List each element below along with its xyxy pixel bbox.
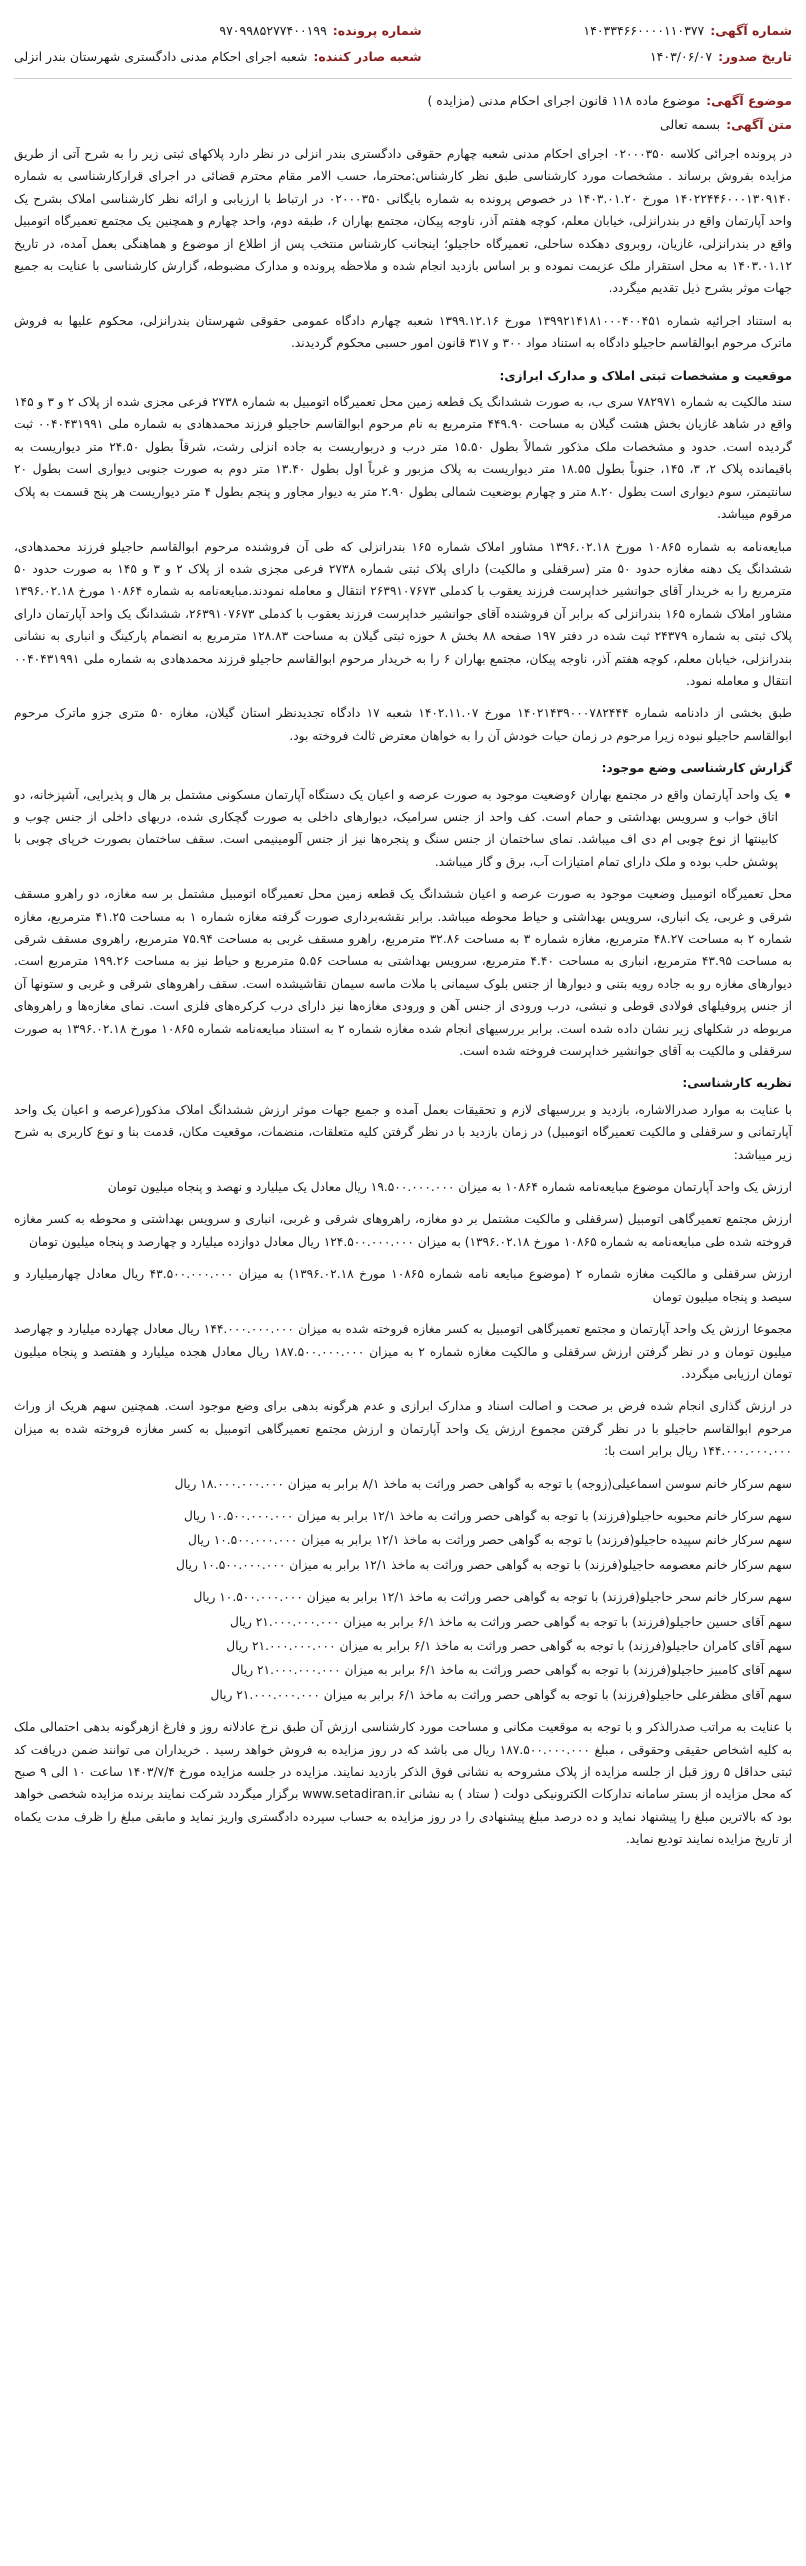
notice-paragraph: ارزش سرقفلی و مالکیت مغازه شماره ۲ (موضوع مبایعه نامه شماره ۱۰۸۶۵ مورخ ۱۳۹۶.۰۲.۱۸) به میزان ۴۳.۵۰۰.۰۰۰.۰۰۰ ریال معادل چهارمیلیارد و سیصد و پنجاه میلیون تومان xyxy=(14,1267,793,1304)
notice-paragraph: محل تعمیرگاه اتومبیل وضعیت موجود به صورت عرصه و اعیان ششدانگ یک قطعه زمین محل تعمیرگاه اتومبیل مشتمل بر سه مغازه، دو راهرو مسقف شرقی و غربی، یک انباری، سرویس بهداشتی و حیاط محوطه میباشد. برابر نقشه‌برداری صورت گرفته مغازه شماره ۱ به مساحت ۴۱.۲۵ مترمربع، مغازه شماره ۲ به مساحت ۴۸.۲۷ مترمربع، مغازه شماره ۳ به مساحت ۳۲.۸۶ مترمربع، راهرو مسقف غربی به مساحت ۷۵.۹۴ مترمربع، راهروی مسقف شرقی به مساحت ۴۳.۹۵ مترمربع، انباری به مساحت ۴.۴۰ مترمربع، سرویس بهداشتی به مساحت ۵.۵۶ مترمربع و حیاط نیز به مساحت ۱۹۹.۲۶ مترمربع است. دیوارهای مغازه رو به جاده رویه بتنی و دیوارها از جنس بلوک سیمانی با ملات ماسه سیمان نقاشیشده است. سقف راهروهای شرقی و غربی و ستونها آن از جنس پروفیلهای فولادی قوطی و نبشی، درب ورودی از جنس آهن و ورودی مغازه‌ها نیز دارای درب کرکره‌های فلزی است. نمای مغازه‌ها و راهروهای مربوطه در شکلهای زیر نشان داده شده است. برابر بررسیهای انجام شده مغازه شماره ۲ به استناد مبایعه‌نامه شماره ۱۰۸۶۵ مورخ ۱۳۹۶.۰۲.۱۸ به صورت سرقفلی و مالکیت به آقای جوانشیر خداپرست فروخته شده است. xyxy=(14,887,792,1059)
issue-date: ۱۴۰۳/۰۶/۰۷ xyxy=(649,49,713,64)
notice-paragraph: سهم سرکار خانم معصومه حاجیلو(فرزند) با توجه به گواهی حصر وراثت به ماخذ ۱۲/۱ برابر به میزان ۱۰.۵۰۰.۰۰۰.۰۰۰ ریال xyxy=(176,1557,792,1572)
notice-paragraph: ارزش یک واحد آپارتمان موضوع مبایعه‌نامه شماره ۱۰۸۶۴ به میزان ۱۹.۵۰۰.۰۰۰.۰۰۰ ریال معادل یک میلیارد و نهصد و پنجاه میلیون تومان xyxy=(107,1180,792,1195)
notice-paragraph: سهم سرکار خانم سحر حاجیلو(فرزند) با توجه به گواهی حصر وراثت به ماخذ ۱۲/۱ برابر به میزان ۱۰.۵۰۰.۰۰۰.۰۰۰ ریال xyxy=(193,1590,792,1605)
issuer: شعبه اجرای احکام مدنی دادگستری شهرستان بندر انزلی xyxy=(14,49,308,64)
notice-paragraph: سهم آقای کامران حاجیلو(فرزند) با توجه به گواهی حصر وراثت به ماخذ ۶/۱ برابر به میزان ۲۱.۰۰۰.۰۰۰.۰۰۰ ریال xyxy=(226,1638,792,1653)
notice-paragraph: مبایعه‌نامه به شماره ۱۰۸۶۵ مورخ ۱۳۹۶.۰۲.۱۸ مشاور املاک شماره ۱۶۵ بندرانزلی که طی آن فروشنده مرحوم ابوالقاسم حاجیلو فرزند محمدهادی، ششدانگ یک دهنه مغازه حدود ۵۰ متر (سرقفلی و مالکیت) دارای پلاک ثبتی شماره ۲۷۳۸ فرعی مجزی شده از پلاک ۲ و ۳ و ۱۴۵ به صورت حدود ۵۰ مترمربع را به خریدار آقای جوانشیر خداپرست فرزند یعقوب با کدملی ۲۶۳۹۱۰۷۶۷۳ انتقال و معامله نمودند.مبایعه‌نامه به شماره ۱۰۸۶۴ مورخ ۱۳۹۶.۰۲.۱۸ مشاور املاک شماره ۱۶۵ بندرانزلی که برابر آن فروشنده آقای جوانشیر خداپرست فرزند یعقوب با کدملی ۲۶۳۹۱۰۷۶۷۳، ششدانگ یک واحد آپارتمان دارای پلاک ثبتی به شماره ۲۴۳۷۹ ثبت شده در دفتر ۱۹۷ صفحه ۸۸ بخش ۸ حوزه ثبتی گیلان به مساحت ۱۲۸.۸۳ مترمربع به انضمام پارکینگ و انباری به نشانی بندرانزلی، خیابان معلم، کوچه هفتم آذر، ناوجه پیکان، مجتمع بهاران ۶ را به خریدار مرحوم ابوالقاسم حاجیلو فرزند محمدهادی به شماره ملی ۰۰۴۰۴۳۱۹۹۱ انتقال و معامله نمود. xyxy=(14,539,793,688)
ad-number-label: شماره آگهی: xyxy=(710,23,792,38)
issue-date-row xyxy=(583,44,792,70)
file-number-label: شماره پرونده: xyxy=(332,23,422,38)
notice-paragraph: در پرونده اجرائی کلاسه ۰۲۰۰۰۳۵۰ اجرای احکام مدنی شعبه چهارم حقوقی دادگستری بندر انزلی در نظر دارد پلاکهای ثبتی زیر را به شرح آتی از طریق مزایده بفروش برساند . مشخصات مورد کارشناسی طبق نظر کارشناس:محترما، حسب الامر مقام محترم قضائی در اجرای قرارکارشناسی به شماره ۱۴۰۲۲۴۴۶۰۰۰۱۳۰۹۱۴۰ مورخ ۱۴۰۳.۰۱.۲۰ در خصوص پرونده به شماره بایگانی ۰۲۰۰۰۳۵۰ در ارتباط با ارزیابی و ارائه نظر کارشناسی املاک بشرح یک واحد آپارتمان واقع در بندرانزلی، خیابان معلم، کوچه هفتم آذر، ناوجه پیکان، مجتمع بهاران ۶، طبقه دوم، واحد چهارم و همچنین یک مجتمع تعمیرگاه اتومبیل واقع در بندرانزلی، غازیان، روبروی دهکده ساحلی، تعمیرگاه حاجیلو؛ اینجانب کارشناس منتخب پس از اطلاع از موضوع و هماهنگی بعمل آمده، در تاریخ ۱۴۰۳.۰۱.۱۲ به محل استقرار ملک عزیمت نموده و بر اساس بازدید انجام شده و ملاحظه پرونده و مدارک مضبوطه، گزارش کارشناسی با عنایت به جمیع جهات موثر بشرح ذیل تقدیم میگردد. xyxy=(14,147,792,296)
notice-paragraph: سهم آقای حسین حاجیلو(فرزند) با توجه به گواهی حصر وراثت به ماخذ ۶/۱ برابر به میزان ۲۱.۰۰۰.۰۰۰.۰۰۰ ریال xyxy=(230,1614,792,1629)
subject-label: موضوع آگهی: xyxy=(706,93,792,108)
notice-paragraph: با عنایت به موارد صدرالاشاره، بازدید و بررسیهای لازم و تحقیقات بعمل آمده و جمیع جهات موثر ارزش ششدانگ املاک مذکور(عرصه و اعیان یک واحد آپارتمانی و سرقفلی و مالکیت تعمیرگاه اتومبیل) در زمان بازدید با در نظر گرفتن کلیه متعلقات، منضمات، موقعیت مکان، قدمت بنا و نوع کاربری به شرح زیر میباشد: xyxy=(14,1102,792,1162)
subject-row xyxy=(14,89,792,113)
notice-paragraph: طبق بخشی از دادنامه شماره ۱۴۰۲۱۴۳۹۰۰۰۷۸۲۴۴۴ مورخ ۱۴۰۲.۱۱.۰۷ شعبه ۱۷ دادگاه تجدیدنظر استان گیلان، مغازه ۵۰ متری جزو ماترک مرحوم ابوالقاسم حاجیلو نبوده زیرا مرحوم در زمان حیات خودش آن را به خواهان معترض ثالث فروخته بود. xyxy=(14,706,793,743)
notice-paragraph: یک واحد آپارتمان واقع در مجتمع بهاران ۶وضعیت موجود به صورت عرصه و اعیان یک دستگاه آپارتمان مسکونی مشتمل بر هال و پذیرایی، آشپزخانه، دو اتاق خواب و سرویس بهداشتی و حمام است. کف واحد از جنس سرامیک، دیوارهای داخلی به صورت گچکاری شده، دربهای داخلی از جنس چوب و کابینتها از نوع چوبی ام دی اف میباشد. نمای ساختمان از جنس سنگ و پنجره‌ها نیز از جنس آلومینیمی است. سقف ساختمان بصورت خرپای چوبی با پوشش حلب بوده و ملک دارای تمام امتیازات آب، برق و گاز میباشد. xyxy=(14,784,792,874)
header-left-column xyxy=(14,18,422,70)
text-row xyxy=(14,113,792,137)
section-heading: گزارش کارشناسی وضع موجود: xyxy=(601,761,792,776)
file-number-row xyxy=(14,18,422,44)
section-heading: نظریه کارشناسی: xyxy=(682,1076,792,1091)
text-title: بسمه تعالی xyxy=(660,117,721,132)
subject: موضوع ماده ۱۱۸ قانون اجرای احکام مدنی (مزایده ) xyxy=(427,93,701,108)
notice-body xyxy=(14,143,792,1851)
issue-date-label: تاریخ صدور: xyxy=(718,49,792,64)
section-heading: موقعیت و مشخصات ثبتی املاک و مدارک ابرازی: xyxy=(499,368,792,383)
issuer-label: شعبه صادر کننده: xyxy=(313,49,422,64)
notice-paragraph: سهم سرکار خانم سپیده حاجیلو(فرزند) با توجه به گواهی حصر وراثت به ماخذ ۱۲/۱ برابر به میزان ۱۰.۵۰۰.۰۰۰.۰۰۰ ریال xyxy=(187,1533,792,1548)
notice-paragraph: ارزش مجتمع تعمیرگاهی اتومبیل (سرقفلی و مالکیت مشتمل بر دو مغازه، راهروهای شرقی و غربی، انباری و سرویس بهداشتی و محوطه به کسر مغازه فروخته شده طی مبایعه‌نامه به شماره ۱۰۸۶۵ مورخ ۱۳۹۶.۰۲.۱۸) به میزان ۱۲۴.۵۰۰.۰۰۰.۰۰۰ ریال معادل دوازده میلیارد و چهارصد و پنجاه میلیون تومان xyxy=(14,1212,792,1249)
notice-paragraph: سهم آقای مظفرعلی حاجیلو(فرزند) با توجه به گواهی حصر وراثت به ماخذ ۶/۱ برابر به میزان ۲۱.۰۰۰.۰۰۰.۰۰۰ ریال xyxy=(210,1687,792,1702)
text-label: متن آگهی: xyxy=(726,117,792,132)
notice-paragraph: با عنایت به مراتب صدرالذکر و با توجه به موقعیت مکانی و مساحت مورد کارشناسی ارزش آن طبق نرخ عادلانه روز و فارغ ازهرگونه بدهی احتمالی ملک به کلیه اشخاص حقیقی وحقوقی ، مبلغ ۱۸۷.۵۰۰.۰۰۰.۰۰۰ ریال می باشد که در روز مزایده به فروش خواهد رسید . خریداران می توانند ضمن دریافت کد ثبتی حداقل ۵ روز قبل از جلسه مزایده از پلاک مشروحه به نشانی فوق الذکر بازدید نمایند. مزایده در جلسه مزایده مورخ ۱۴۰۳/۷/۴ ساعت ۱۰ الی ۹ صبح که محل مزایده از بستر سامانه تدارکات الکترونیکی دولت ( ستاد ) به نشانی www.setadiran.ir برگزار میگردد شرکت نمایند برنده مزایده شخصی خواهد بود که بالاترین مبلغ را پیشنهاد نماید و ده درصد مبلغ پیشنهادی را در روز مزایده به حساب سپرده دادگستری واریز نماید و مابقی مبلغ را ظرف مدت یکماه از تاریخ مزایده نمایند تودیع نماید. xyxy=(14,1720,793,1847)
notice-paragraph: به استناد اجرائیه شماره ۱۳۹۹۲۱۴۱۸۱۰۰۰۴۰۰۴۵۱ مورخ ۱۳۹۹.۱۲.۱۶ شعبه چهارم دادگاه عمومی حقوقی شهرستان بندرانزلی، محکوم علیها به فروش ماترک مرحوم ابوالقاسم حاجیلو دادگاه به استناد مواد ۳۰۰ و ۳۱۷ قانون امور حسبی محکوم گردیدند. xyxy=(14,313,792,351)
notice-paragraph: در ارزش گذاری انجام شده فرض بر صحت و اصالت اسناد و مدارک ابرازی و عدم هرگونه بدهی برای وضع موجود است. همچنین سهم هریک از وراث مرحوم ابوالقاسم حاجیلو با در نظر گرفتن مجموع ارزش یک واحد آپارتمان و ارزش مجتمع تعمیرگاهی اتومبیل به کسر مغازه فروخته شده به میزان ۱۴۴.۰۰۰.۰۰۰.۰۰۰ ریال برابر است با: xyxy=(14,1399,792,1459)
notice-paragraph: مجموعا ارزش یک واحد آپارتمان و مجتمع تعمیرگاهی اتومبیل به کسر مغازه فروخته شده به میزان ۱۴۴.۰۰۰.۰۰۰.۰۰۰ ریال معادل چهارده میلیارد و چهارصد میلیون تومان و در نظر گرفتن ارزش سرقفلی و مالکیت مغازه شماره ۲ به میزان ۱۸۷.۵۰۰.۰۰۰.۰۰۰ ریال معادل هجده میلیارد و هفتصد و پنجاه میلیون تومان ارزیابی میگردد. xyxy=(14,1322,792,1381)
notice-header xyxy=(14,18,792,79)
notice-paragraph: سهم سرکار خانم سوسن اسماعیلی(زوجه) با توجه به گواهی حصر وراثت به ماخذ ۸/۱ برابر به میزان ۱۸.۰۰۰.۰۰۰.۰۰۰ ریال xyxy=(174,1476,792,1491)
notice-paragraph: سهم سرکار خانم محبوبه حاجیلو(فرزند) با توجه به گواهی حصر وراثت به ماخذ ۱۲/۱ برابر به میزان ۱۰.۵۰۰.۰۰۰.۰۰۰ ریال xyxy=(184,1508,792,1523)
notice-paragraph: سهم آقای کامبیز حاجیلو(فرزند) با توجه به گواهی حصر وراثت به ماخذ ۶/۱ برابر به میزان ۲۱.۰۰۰.۰۰۰.۰۰۰ ریال xyxy=(231,1663,792,1678)
issuer-row xyxy=(14,44,422,70)
notice-paragraph: سند مالکیت به شماره ۷۸۲۹۷۱ سری ب، به صورت ششدانگ یک قطعه زمین محل تعمیرگاه اتومبیل به شماره ۲۷۳۸ فرعی مجزی شده از پلاک ۲ و ۳ و ۱۴۵ واقع در شاهد غازیان بخش هشت گیلان به مساحت ۴۴۹.۹۰ مترمربع به نام مرحوم ابوالقاسم حاجیلو فرزند محمدهادی به شماره ملی ۰۰۴۰۴۳۱۹۹۱ ثبت گردیده است. حدود و مشخصات ملک مذکور شمالاً بطول ۱۵.۵۰ متر درب و دربواریست به جاده انزلی رشت، شرقاً بطول ۲۴.۵۰ متر دیواریست به باقیمانده پلاک ۲، ۳، ۱۴۵، جنوباً بطول ۱۸.۵۵ متر دیواریست به پلاک مزبور و غرباً اول بطول ۱۳.۴۰ متر دوم به صورت جنوبی دیواری است بطول ۲۰ سانتیمتر، سوم دیواری است بطول ۸.۲۰ متر و چهارم بوضعیت شمالی بطول ۲.۹۰ متر به دیوار مجاور و پنجم بطول ۴ متر دیواریست هر پنج قسمت به پلاک مرقوم میباشد. xyxy=(14,395,792,522)
file-number: ۹۷۰۹۹۸۵۲۷۷۴۰۰۱۹۹ xyxy=(219,23,327,38)
ad-number-row xyxy=(583,18,792,44)
ad-number: ۱۴۰۳۳۴۶۶۰۰۰۰۱۱۰۳۷۷ xyxy=(583,23,705,38)
header-right-column xyxy=(583,18,792,70)
